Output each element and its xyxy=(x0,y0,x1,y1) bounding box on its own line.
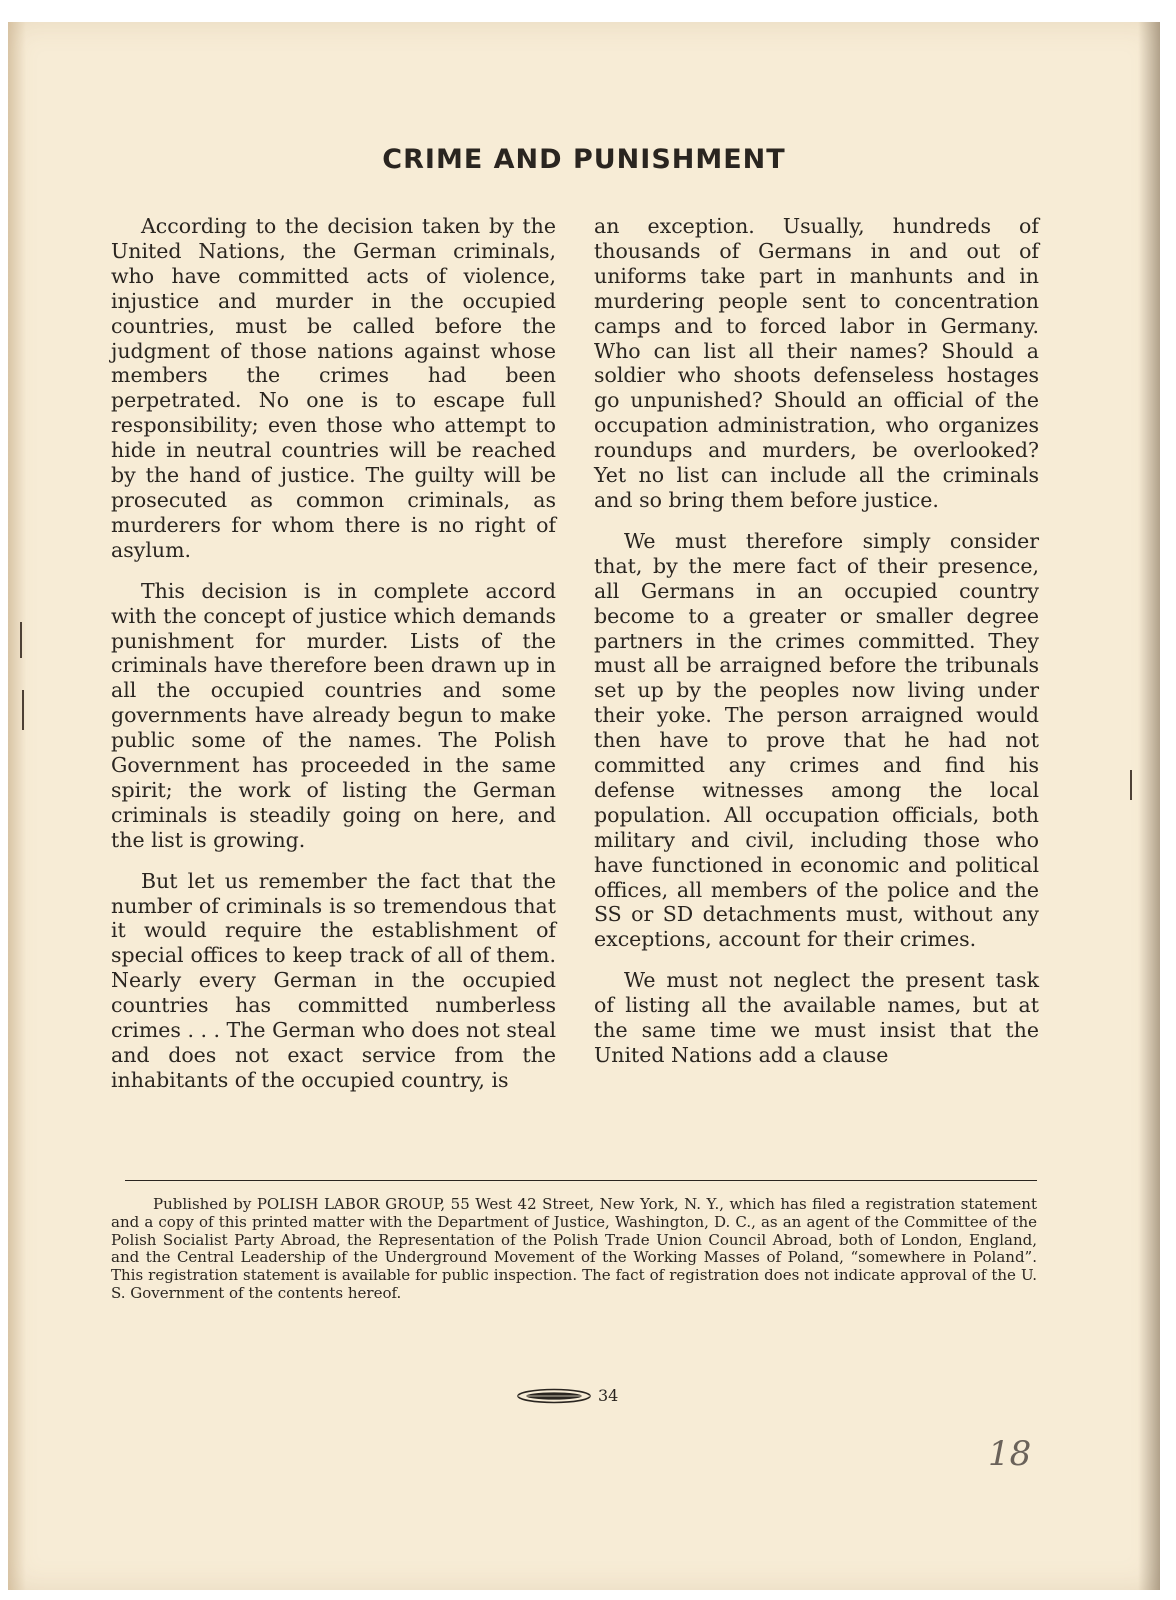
footer-divider xyxy=(125,1180,1037,1181)
paragraph: We must not neglect the present task of listing all the available names, but at the same time we must insist that the United Nations add a clause xyxy=(594,968,1039,1067)
paragraph: But let us remember the fact that the number of criminals is so tremendous that it would require the establishment of special offices to keep track of all of them. Nearly every German in the occupied countries has committed numberless crimes . . . The German who does not steal and does not exact service from the inhabitants of the occupied country, is xyxy=(111,868,556,1092)
handwritten-page-number: 18 xyxy=(988,1434,1032,1474)
margin-mark xyxy=(22,690,24,730)
paragraph: We must therefore simply consider that, by the mere fact of their presence, all Germans in an occupied country become to a greater or smaller degree partners in the crimes committed. They must all be arraigned before the tribunals set up by the peoples now living under their yoke. The person arraigned would then have to prove that he had not committed any crimes and find his defense witnesses among the local population. All occupation officials, both military and civil, including those who have functioned in economic and political offices, all members of the police and the SS or SD detachments must, without any exceptions, account for their crimes. xyxy=(594,528,1039,952)
page-title: CRIME AND PUNISHMENT xyxy=(382,144,786,175)
left-column xyxy=(111,214,556,1109)
publisher-notice: Published by POLISH LABOR GROUP, 55 West 42 Street, New York, N. Y., which has filed a registration statement and a copy of this printed matter with the Department of Justice, Washington, D. C., as an agent of the Committee of the Polish Socialist Party Abroad, the Representation of the Polish Trade Union Council Abroad, both of London, England, and the Central Leadership of the Underground Movement of the Working Masses of Poland, “somewhere in Poland”. This registration statement is available for public inspection. The fact of registration does not indicate approval of the U. S. Government of the contents hereof. xyxy=(111,1195,1037,1302)
page-number-block xyxy=(516,1386,618,1405)
margin-mark xyxy=(20,622,22,658)
union-label-emblem-icon xyxy=(516,1388,592,1404)
document-page xyxy=(8,22,1160,1590)
paragraph: According to the decision taken by the United Nations, the German criminals, who have committed acts of violence, injustice and murder in the occupied countries, must be called before the judgment of those nations against whose members the crimes had been perpetrated. No one is to escape full responsibility; even those who attempt to hide in neutral countries will be reached by the hand of justice. The guilty will be prosecuted as common criminals, as murderers for whom there is no right of asylum. xyxy=(111,214,556,562)
margin-mark xyxy=(1130,770,1132,800)
paragraph-continuation: an exception. Usually, hundreds of thousands of Germans in and out of uniforms take part in manhunts and in murdering people sent to concentration camps and to forced labor in Germany. Who can list all their names? Should a soldier who shoots defenseless hostages go unpunished? Should an official of the occupation administration, who organizes roundups and murders, be overlooked? Yet no list can include all the criminals and so bring them before justice. xyxy=(594,214,1039,512)
page-number: 34 xyxy=(598,1386,619,1405)
paragraph: This decision is in complete accord with the concept of justice which demands punishment for murder. Lists of the criminals have therefore been drawn up in all the occupied countries and some governments have already begun to make public some of the names. The Polish Government has proceeded in the same spirit; the work of listing the German criminals is steadily going on here, and the list is growing. xyxy=(111,578,556,852)
right-column xyxy=(594,214,1039,1084)
